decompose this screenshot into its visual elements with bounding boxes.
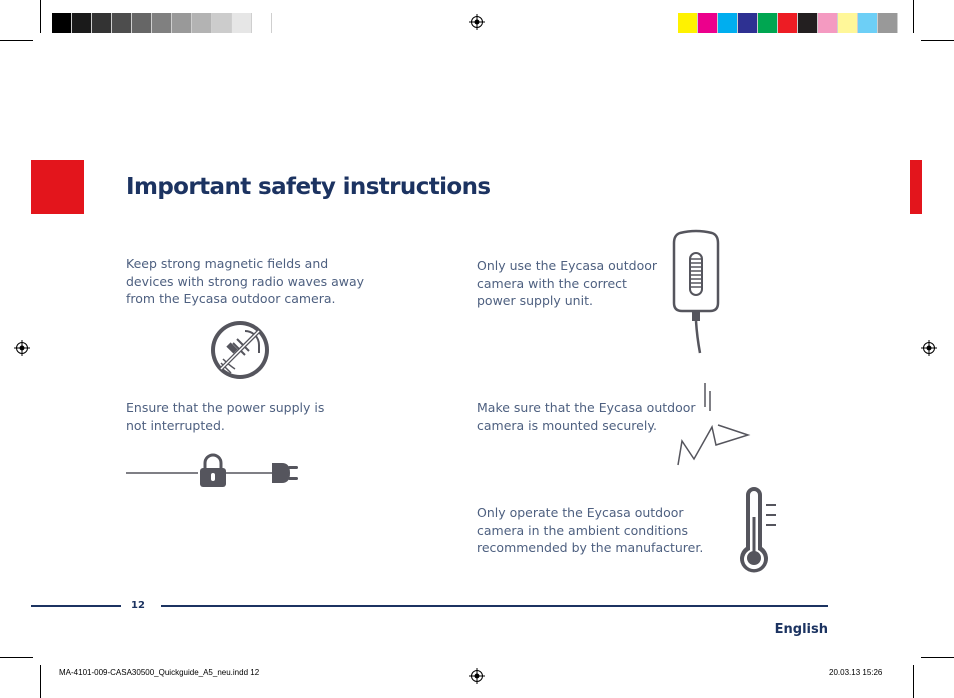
crop-mark bbox=[913, 0, 914, 33]
color-swatch bbox=[698, 13, 718, 33]
footer-rule bbox=[161, 605, 828, 607]
color-swatch bbox=[738, 13, 758, 33]
color-swatch bbox=[718, 13, 738, 33]
page-title: Important safety instructions bbox=[126, 174, 491, 200]
accent-block bbox=[31, 160, 84, 214]
process-color-bar bbox=[678, 13, 898, 33]
registration-mark-icon bbox=[469, 14, 485, 30]
grey-swatch bbox=[232, 13, 252, 33]
locked-plug-icon bbox=[126, 454, 302, 490]
grey-swatch bbox=[252, 13, 272, 33]
instruction-ambient-text: Only operate the Eycasa outdoor camera in the ambient conditions recommended by the manufacturer. bbox=[477, 505, 704, 555]
color-swatch bbox=[818, 13, 838, 33]
color-swatch bbox=[758, 13, 778, 33]
no-magnet-icon bbox=[209, 319, 271, 381]
language-label: English bbox=[774, 622, 828, 637]
grey-swatch bbox=[132, 13, 152, 33]
grey-swatch bbox=[172, 13, 192, 33]
color-swatch bbox=[878, 13, 898, 33]
grey-scale-bar bbox=[52, 13, 272, 33]
grey-swatch bbox=[92, 13, 112, 33]
thermometer-icon bbox=[738, 487, 778, 575]
instruction-power-unit-text: Only use the Eycasa outdoor camera with the correct power supply unit. bbox=[477, 258, 658, 308]
crop-mark bbox=[0, 40, 33, 41]
grey-swatch bbox=[192, 13, 212, 33]
crop-mark bbox=[921, 657, 954, 658]
falling-camera-icon bbox=[674, 383, 754, 469]
print-slug-file: MA-4101-009-CASA30500_Quickguide_A5_neu.indd 12 bbox=[59, 668, 260, 677]
crop-mark bbox=[921, 40, 954, 41]
grey-swatch bbox=[112, 13, 132, 33]
crop-mark bbox=[0, 657, 33, 658]
grey-swatch bbox=[72, 13, 92, 33]
grey-swatch bbox=[212, 13, 232, 33]
crop-mark bbox=[40, 665, 41, 698]
color-swatch bbox=[838, 13, 858, 33]
footer-rule bbox=[31, 605, 121, 607]
color-swatch bbox=[778, 13, 798, 33]
grey-swatch bbox=[152, 13, 172, 33]
color-swatch bbox=[678, 13, 698, 33]
instruction-magnetic-text: Keep strong magnetic fields and devices with strong radio waves away from the Eycasa outdoor camera. bbox=[126, 256, 365, 306]
instruction-power-supply-text: Ensure that the power supply is not interrupted. bbox=[126, 400, 325, 433]
power-adapter-icon bbox=[670, 229, 722, 355]
page-number: 12 bbox=[131, 600, 145, 611]
instruction-mounting-text: Make sure that the Eycasa outdoor camera is mounted securely. bbox=[477, 400, 696, 433]
grey-swatch bbox=[52, 13, 72, 33]
color-swatch bbox=[858, 13, 878, 33]
crop-mark bbox=[40, 0, 41, 33]
print-slug-datetime: 20.03.13 15:26 bbox=[829, 668, 883, 677]
registration-mark-icon bbox=[469, 668, 485, 684]
crop-mark bbox=[913, 665, 914, 698]
registration-mark-icon bbox=[921, 340, 937, 356]
accent-block bbox=[910, 160, 922, 214]
color-swatch bbox=[798, 13, 818, 33]
registration-mark-icon bbox=[14, 340, 30, 356]
